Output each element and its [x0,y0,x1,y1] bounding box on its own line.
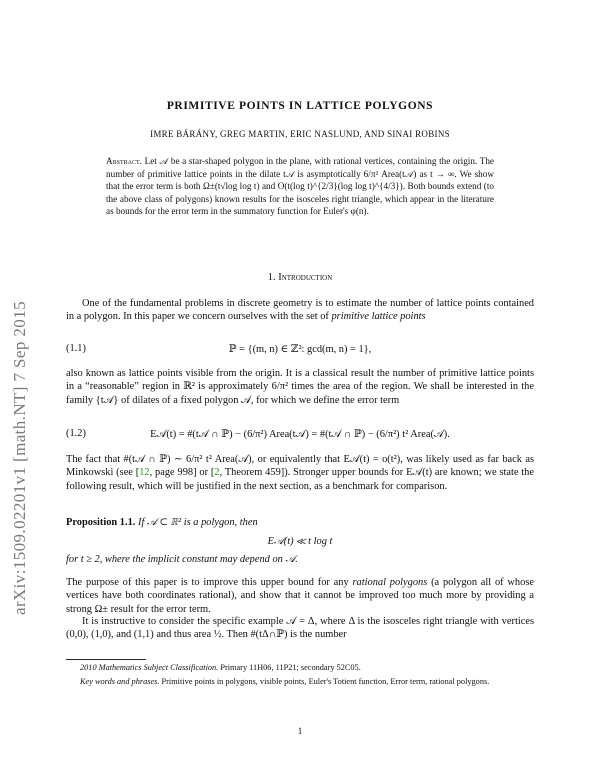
footnote-keywords [66,676,534,687]
paragraph-minkowski-text-a: The fact that #(t𝒜 ∩ ℙ) ∼ 6/π² t² Area(𝒜), or equivalently that E𝒜(t) = o(t²), was likely used as far back as Minkowski (see [ [66,454,534,479]
paragraph-minkowski-text-c: , Theorem 459]). Stronger upper bounds for E𝒜(t) are known; we state the following result, which will be justified in the next section, as a benchmark for comparison. [66,467,534,492]
proposition-statement: If 𝒜 ⊂ ℝ² is a polygon, then [138,517,258,528]
equation-1-2-number: (1.2) [66,428,86,439]
footnote-msc-label: 2010 Mathematics Subject Classification. [80,663,219,672]
paragraph-purpose [66,576,534,616]
equation-1-2 [66,428,534,444]
paper-title: PRIMITIVE POINTS IN LATTICE POLYGONS [166,100,434,112]
paragraph-minkowski-text-b: , page 998] or [ [149,467,215,479]
footnote-keywords-text: Primitive points in polygons, visible points, Euler's Totient function, Error term, rational polygons. [161,677,490,686]
arxiv-stamp: arXiv:1509.02201v1 [math.NT] 7 Sep 2015 [10,300,29,615]
citation-link-12[interactable]: 12 [139,467,150,479]
page-number: 1 [297,726,303,736]
footnote-msc-text: Primary 11H06, 11P21; secondary 52C05. [220,663,361,672]
proposition-tail: for t ≥ 2, where the implicit constant may depend on 𝒜. [66,553,298,565]
paragraph-purpose-text-b: (a polygon all of whose vertices have both coordinates rational), and show that it cannot be improved too much more by providing a strong Ω± result for the error term. [66,577,534,615]
equation-1-2-content: E𝒜(t) = #(t𝒜 ∩ ℙ) − (6/π²) Area(t𝒜) = #(t𝒜 ∩ ℙ) − (6/π²) t² Area(𝒜). [150,429,450,440]
footnote-rule [66,659,146,660]
paragraph-example: It is instructive to consider the specific example 𝒜 = Δ, where Δ is the isosceles right triangle with vertices (0,0), (1,0), and (1,1) and thus area ½. Then #(tΔ∩ℙ) is the number [66,616,534,641]
equation-1-1-number: (1.1) [66,343,86,354]
paragraph-intro-text: One of the fundamental problems in discrete geometry is to estimate the number of lattice points contained in a polygon. In this paper we concern ourselves with the set of [66,298,534,323]
section-number: 1. [267,272,276,283]
equation-1-1-content: ℙ = {(m, n) ∈ ℤ²: gcd(m, n) = 1}, [228,344,372,355]
equation-1-1 [66,343,534,359]
abstract-label: Abstract. [106,156,142,166]
citation-link-2[interactable]: 2 [214,467,220,479]
section-heading [0,272,600,283]
footnote-msc [66,662,534,673]
paragraph-purpose-emphasis: rational polygons [352,577,428,588]
proposition-head: Proposition 1.1. [66,517,136,528]
proposition-1-1 [66,516,534,566]
section-title: Introduction [278,272,333,283]
paragraph-visible-points: also known as lattice points visible from the origin. It is a classical result the number of primitive lattice points in a “reasonable” region in ℝ² is approximately 6/π² times the area of the region. We shall be interested in the family {t𝒜} of dilates of a fixed polygon 𝒜, for which we define the error term [66,368,534,406]
paragraph-minkowski [66,453,534,493]
abstract-text: Let 𝒜 be a star-shaped polygon in the plane, with rational vertices, containing the origin. The number of primitive lattice points in the dilate t𝒜 is asymptotically 6/π² Area(t𝒜) as t → ∞. We show that the error term is both Ω±(t√log log t) and O(t(log t)^{2/3}(log log t)^{4/3}). Both bounds extend (to the above class of polygons) known results for the isosceles right triangle, which appear in the literature as bounds for the error term in the summatory function for Euler's φ(n). [106,156,495,217]
abstract [106,155,494,218]
proposition-formula: E𝒜(t) ≪ t log t [267,536,333,548]
paragraph-intro [66,297,534,324]
paper-authors: IMRE BÁRÁNY, GREG MARTIN, ERIC NASLUND, AND SINAI ROBINS [150,129,450,139]
paragraph-purpose-text-a: The purpose of this paper is to improve this upper bound for any [66,577,349,588]
paragraph-intro-emphasis: primitive lattice points [331,311,426,323]
footnote-keywords-label: Key words and phrases. [80,677,160,686]
